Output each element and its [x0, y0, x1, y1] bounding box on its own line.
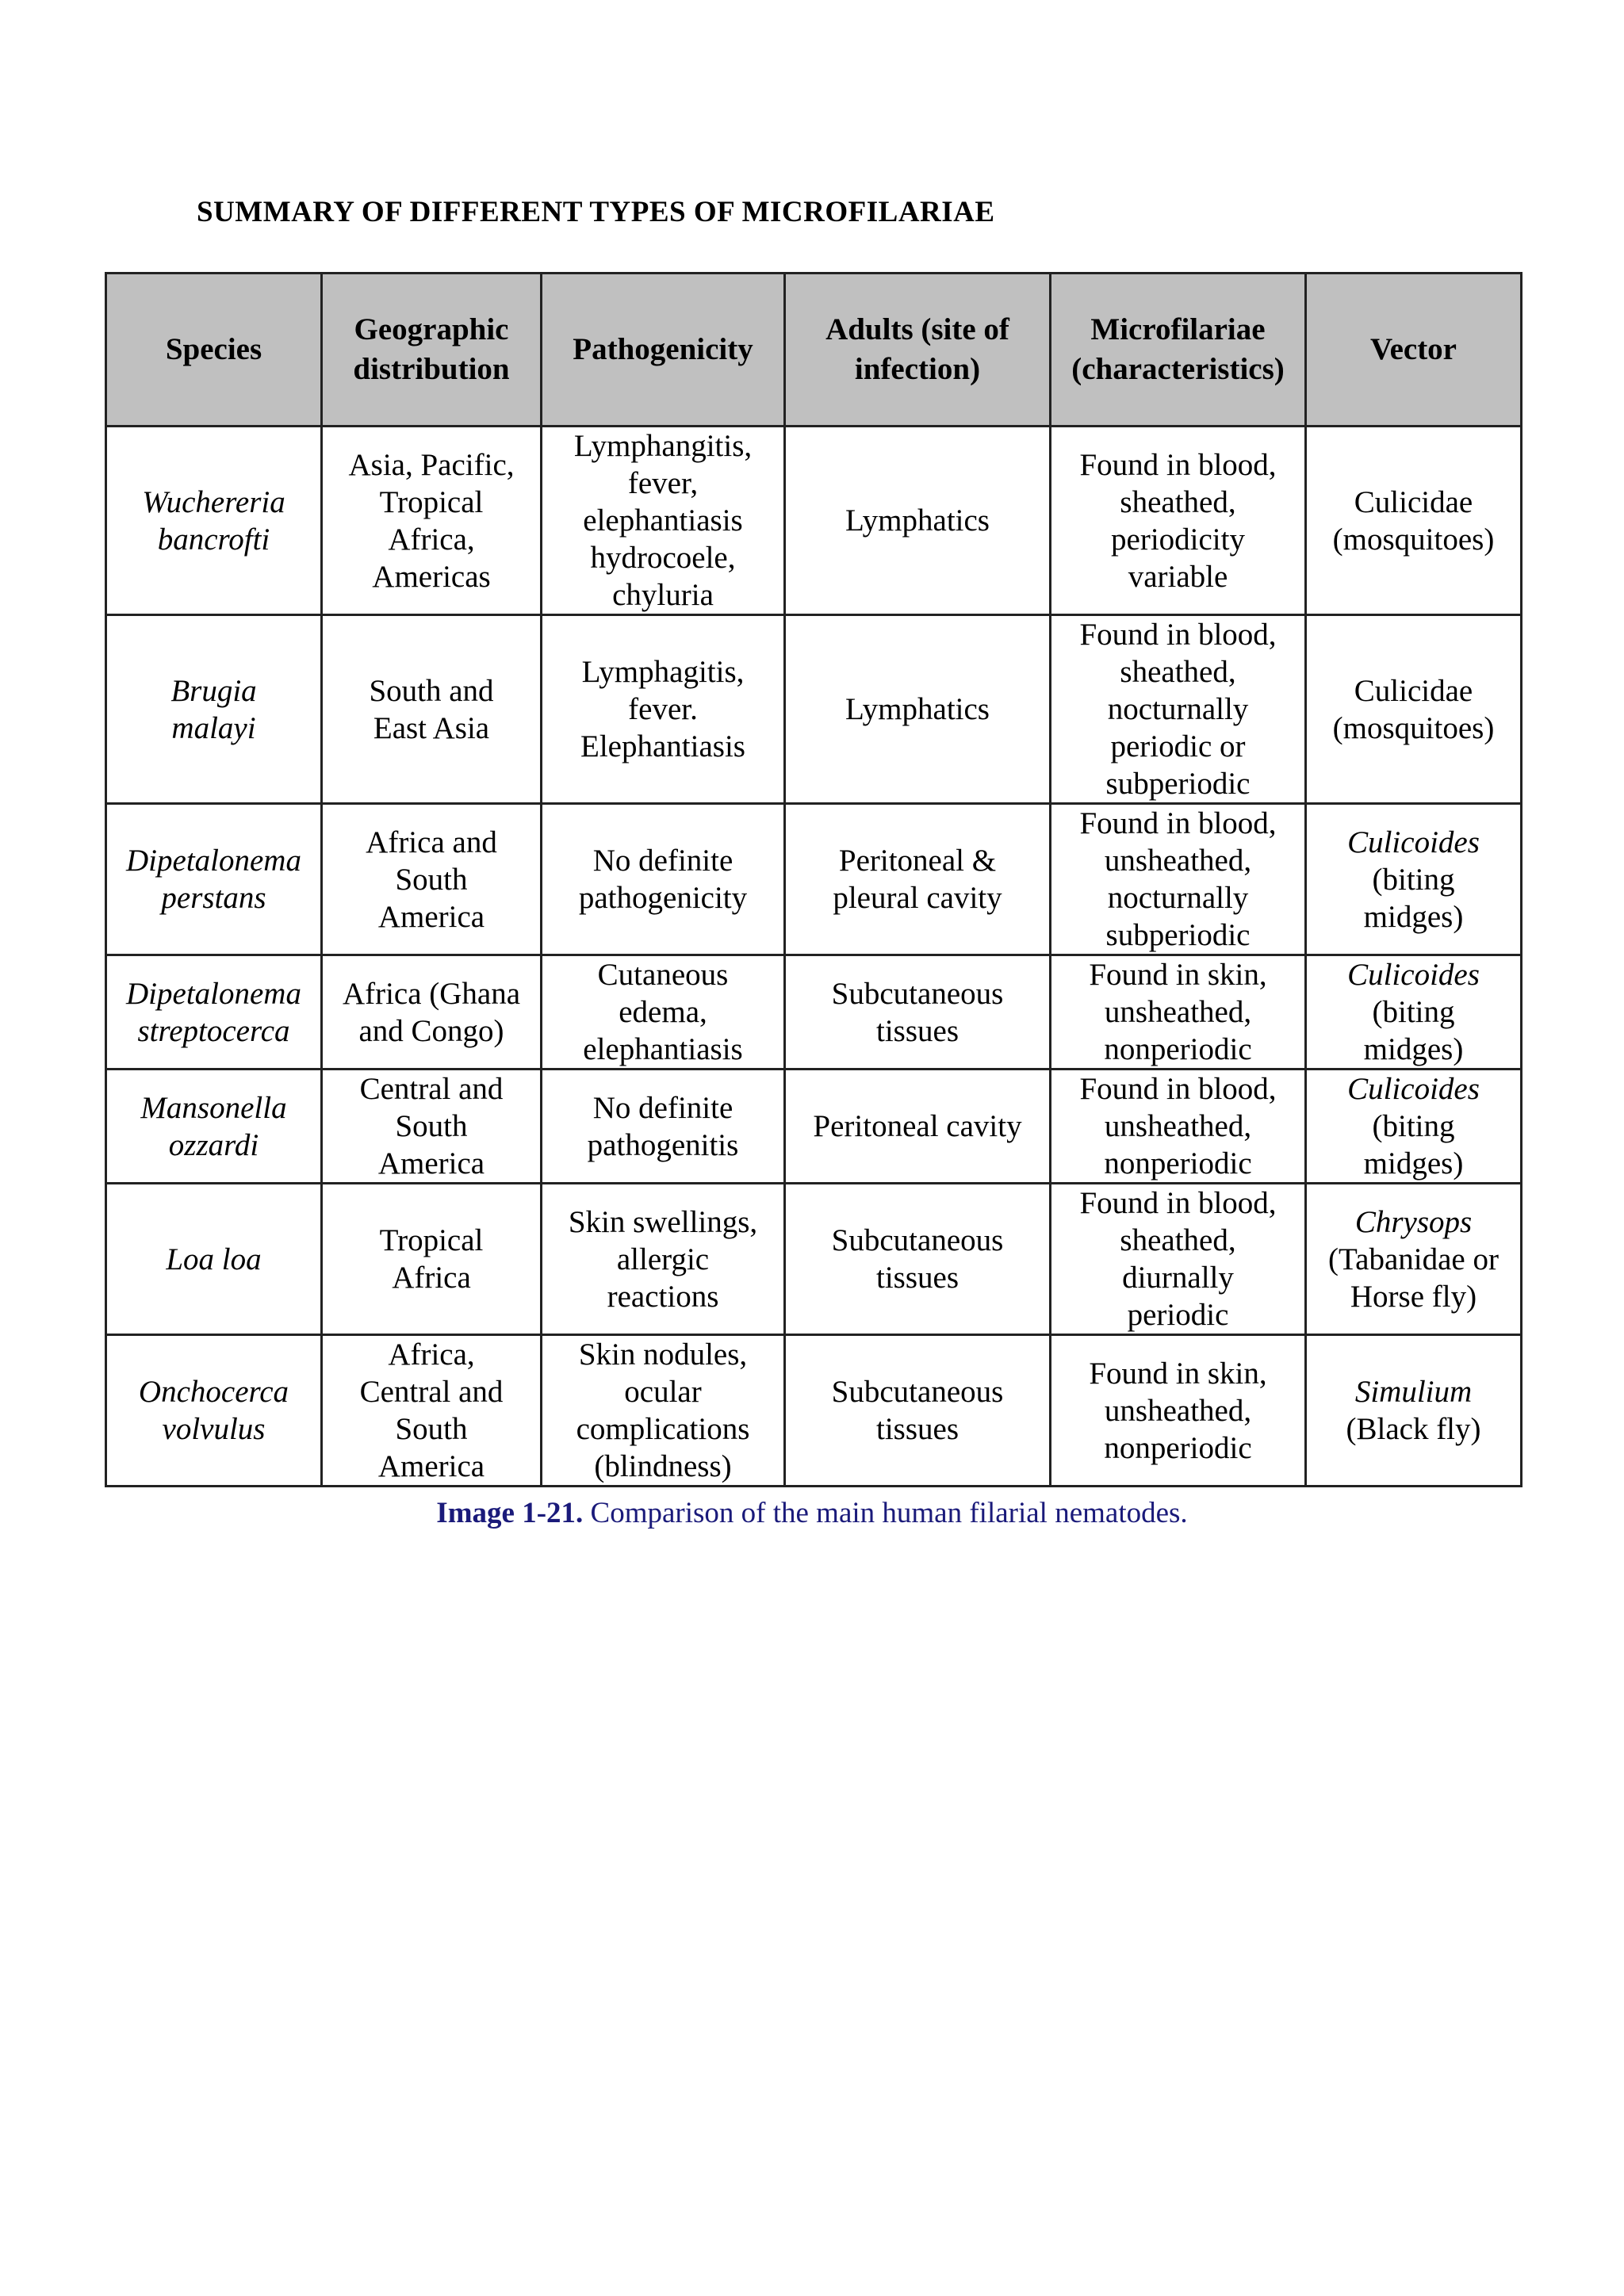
cell-line: complications [576, 1412, 750, 1446]
pathogenicity-cell [542, 427, 785, 615]
adults-site-cell [785, 955, 1051, 1070]
cell-line: (mosquitoes) [1332, 522, 1495, 557]
cell-line: Tropical [379, 484, 484, 519]
header-distribution [322, 274, 542, 427]
cell-line: sheathed, [1120, 484, 1236, 519]
cell-line: sheathed, [1120, 1223, 1236, 1257]
header-pathogenicity [542, 274, 785, 427]
cell-line: ozzardi [168, 1127, 259, 1162]
cell-line: Found in blood, [1079, 1072, 1277, 1106]
cell-line: unsheathed, [1104, 844, 1252, 878]
header-line: Adults (site of [825, 312, 1009, 346]
cell-line: South [395, 862, 468, 897]
cell-line: unsheathed, [1104, 995, 1252, 1029]
cell-line: subperiodic [1105, 918, 1251, 952]
pathogenicity-cell [542, 1184, 785, 1335]
cell-line: Africa, [388, 522, 475, 557]
cell-line: Found in blood, [1079, 447, 1277, 482]
microfilariae-cell [1051, 804, 1306, 955]
cell-line: variable [1128, 559, 1228, 594]
cell-line: East Asia [373, 710, 490, 745]
cell-line: nocturnally [1107, 692, 1249, 726]
cell-line: tissues [875, 1412, 959, 1446]
cell-line: Culicoides [1347, 958, 1480, 992]
cell-line: (biting [1372, 862, 1455, 897]
cell-line: reactions [607, 1279, 719, 1314]
microfilariae-cell [1051, 615, 1306, 804]
cell-line: midges) [1363, 899, 1464, 934]
cell-line: midges) [1363, 1032, 1464, 1066]
adults-site-cell [785, 1335, 1051, 1487]
header-line: Geographic [354, 312, 509, 346]
cell-line: Subcutaneous [831, 1375, 1004, 1409]
cell-line: Cutaneous [597, 958, 729, 992]
cell-line: Asia, Pacific, [348, 447, 515, 482]
cell-line: No definite [592, 1090, 733, 1125]
cell-line: South [395, 1412, 468, 1446]
cell-line: (Tabanidae or [1328, 1242, 1499, 1276]
cell-line: Skin swellings, [568, 1204, 758, 1239]
vector-cell [1306, 1184, 1522, 1335]
cell-line: Africa (Ghana [342, 976, 521, 1011]
cell-line: Brugia [170, 673, 257, 708]
cell-line: Culicoides [1347, 1072, 1480, 1106]
table-row [106, 615, 1522, 804]
vector-cell [1306, 955, 1522, 1070]
cell-line: sheathed, [1120, 655, 1236, 689]
adults-site-cell [785, 615, 1051, 804]
adults-site-cell [785, 804, 1051, 955]
pathogenicity-cell [542, 615, 785, 804]
cell-line: allergic [616, 1242, 710, 1276]
adults-site-cell [785, 1184, 1051, 1335]
caption-text: Comparison of the main human filarial nematodes. [590, 1497, 1188, 1529]
cell-line: No definite [592, 844, 733, 878]
cell-line: unsheathed, [1104, 1109, 1252, 1143]
microfilariae-cell [1051, 955, 1306, 1070]
cell-line: Elephantiasis [580, 729, 745, 763]
cell-line: tissues [875, 1013, 959, 1048]
species-cell [106, 427, 322, 615]
microfilariae-cell [1051, 1070, 1306, 1184]
species-cell [106, 1184, 322, 1335]
microfilariae-cell [1051, 1335, 1306, 1487]
distribution-cell [322, 427, 542, 615]
pathogenicity-cell [542, 1070, 785, 1184]
cell-line: fever, [627, 466, 699, 500]
cell-line: Found in skin, [1089, 1356, 1267, 1391]
cell-line: periodic or [1110, 729, 1246, 763]
header-vector [1306, 274, 1522, 427]
cell-line: Lymphangitis, [573, 429, 753, 463]
cell-line: Africa and [366, 825, 497, 859]
cell-line: America [377, 1449, 485, 1483]
vector-cell [1306, 615, 1522, 804]
header-line: Species [165, 332, 262, 366]
cell-line: (biting [1372, 995, 1455, 1029]
species-cell [106, 615, 322, 804]
vector-cell [1306, 1335, 1522, 1487]
cell-line: Central and [359, 1072, 504, 1106]
microfilariae-cell [1051, 1184, 1306, 1335]
microfilariae-cell [1051, 427, 1306, 615]
distribution-cell [322, 1070, 542, 1184]
header-species [106, 274, 322, 427]
cell-line: elephantiasis [583, 1032, 743, 1066]
cell-line: bancrofti [157, 522, 270, 557]
cell-line: streptocerca [137, 1013, 290, 1048]
table-row [106, 1335, 1522, 1487]
cell-line: Skin nodules, [578, 1337, 748, 1372]
caption-label: Image 1-21. [436, 1497, 584, 1529]
vector-cell [1306, 1070, 1522, 1184]
table-row [106, 955, 1522, 1070]
cell-line: South and [369, 673, 494, 708]
header-line: Pathogenicity [573, 332, 753, 366]
species-cell [106, 804, 322, 955]
cell-line: (mosquitoes) [1332, 710, 1495, 745]
cell-line: volvulus [162, 1412, 266, 1446]
distribution-cell [322, 1184, 542, 1335]
cell-line: Found in blood, [1079, 618, 1277, 652]
adults-site-cell [785, 1070, 1051, 1184]
cell-line: pathogenicity [578, 881, 748, 915]
cell-line: periodicity [1111, 522, 1245, 557]
cell-line: nocturnally [1107, 881, 1249, 915]
header-line: infection) [854, 352, 981, 386]
cell-line: ocular [624, 1375, 702, 1409]
cell-line: Africa [392, 1261, 471, 1295]
cell-line: fever. [628, 692, 698, 726]
cell-line: Lymphatics [845, 503, 990, 538]
cell-line: malayi [171, 710, 256, 745]
cell-line: and Congo) [358, 1013, 504, 1048]
cell-line: edema, [619, 995, 707, 1029]
cell-line: nonperiodic [1104, 1430, 1252, 1465]
page-title: SUMMARY OF DIFFERENT TYPES OF MICROFILARIAE [197, 196, 995, 228]
table-header [106, 274, 1522, 427]
cell-line: Lymphatics [845, 692, 990, 726]
vector-cell [1306, 804, 1522, 955]
cell-line: Simulium [1354, 1375, 1473, 1409]
cell-line: Onchocerca [138, 1375, 289, 1409]
cell-line: pleural cavity [833, 881, 1002, 915]
header-line: Microfilariae [1090, 312, 1266, 346]
table-row [106, 804, 1522, 955]
distribution-cell [322, 615, 542, 804]
cell-line: nonperiodic [1104, 1146, 1252, 1181]
cell-line: Peritoneal & [838, 844, 997, 878]
cell-line: Tropical [379, 1223, 484, 1257]
adults-site-cell [785, 427, 1051, 615]
cell-line: Found in blood, [1079, 806, 1277, 840]
cell-line: Found in skin, [1089, 958, 1267, 992]
header-microfilariae [1051, 274, 1306, 427]
species-cell [106, 1070, 322, 1184]
pathogenicity-cell [542, 1335, 785, 1487]
table-row [106, 1070, 1522, 1184]
cell-line: Dipetalonema [126, 976, 301, 1011]
header-adults [785, 274, 1051, 427]
cell-line: periodic [1127, 1298, 1229, 1332]
cell-line: (biting [1372, 1109, 1455, 1143]
table-row [106, 1184, 1522, 1335]
cell-line: perstans [161, 881, 266, 915]
cell-line: America [377, 899, 485, 934]
cell-line: diurnally [1122, 1261, 1234, 1295]
table-body [106, 427, 1522, 1487]
cell-line: Mansonella [140, 1090, 287, 1125]
microfilariae-summary-table [105, 272, 1522, 1487]
cell-line: Culicidae [1354, 673, 1473, 708]
pathogenicity-cell [542, 955, 785, 1070]
cell-line: Dipetalonema [126, 844, 301, 878]
cell-line: nonperiodic [1104, 1032, 1252, 1066]
cell-line: Found in blood, [1079, 1186, 1277, 1220]
cell-line: Peritoneal cavity [813, 1109, 1022, 1143]
header-line: Vector [1369, 332, 1457, 366]
cell-line: (blindness) [594, 1449, 732, 1483]
cell-line: Culicidae [1354, 484, 1473, 519]
cell-line: Horse fly) [1350, 1279, 1477, 1314]
cell-line: South [395, 1109, 468, 1143]
figure-caption [0, 1496, 1624, 1530]
cell-line: Africa, [388, 1337, 475, 1372]
species-cell [106, 955, 322, 1070]
cell-line: unsheathed, [1104, 1393, 1252, 1428]
cell-line: elephantiasis [583, 503, 743, 538]
header-line: distribution [353, 352, 510, 386]
cell-line: tissues [875, 1261, 959, 1295]
header-line: (characteristics) [1071, 352, 1285, 386]
cell-line: Wuchereria [142, 484, 285, 519]
distribution-cell [322, 804, 542, 955]
cell-line: midges) [1363, 1146, 1464, 1181]
distribution-cell [322, 955, 542, 1070]
cell-line: subperiodic [1105, 767, 1251, 801]
header-row [106, 274, 1522, 427]
cell-line: chyluria [612, 578, 714, 612]
distribution-cell [322, 1335, 542, 1487]
cell-line: Americas [372, 559, 491, 594]
cell-line: Subcutaneous [831, 976, 1004, 1011]
cell-line: hydrocoele, [590, 541, 736, 575]
cell-line: (Black fly) [1346, 1412, 1481, 1446]
pathogenicity-cell [542, 804, 785, 955]
species-cell [106, 1335, 322, 1487]
vector-cell [1306, 427, 1522, 615]
cell-line: Loa loa [166, 1242, 262, 1276]
cell-line: Lymphagitis, [581, 655, 745, 689]
cell-line: Subcutaneous [831, 1223, 1004, 1257]
cell-line: Central and [359, 1375, 504, 1409]
cell-line: Culicoides [1347, 825, 1480, 859]
cell-line: America [377, 1146, 485, 1181]
table-row [106, 427, 1522, 615]
cell-line: pathogenitis [587, 1127, 739, 1162]
cell-line: Chrysops [1354, 1204, 1473, 1239]
